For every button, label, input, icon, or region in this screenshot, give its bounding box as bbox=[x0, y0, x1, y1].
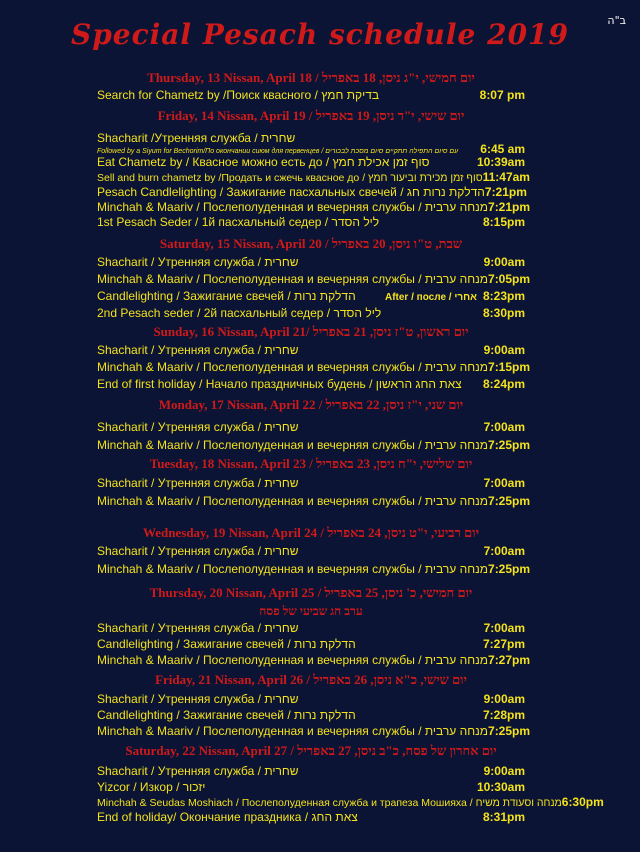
row-time: 7:25pm bbox=[488, 438, 531, 452]
row-label: Shacharit / Утренняя служба / שחרית bbox=[97, 621, 299, 635]
schedule-row bbox=[97, 780, 525, 795]
row-label: Candlelighting / Зажигание свечей / הדלקת נרות bbox=[97, 637, 356, 651]
row-label: Minchah & Maariv / Послеполуденная и вечерняя службы / מנחה ערבית bbox=[97, 438, 489, 452]
row-time: 7:15pm bbox=[488, 360, 531, 374]
row-label: Shacharit / Утренняя служба / שחרית bbox=[97, 343, 299, 357]
schedule-row bbox=[97, 170, 530, 186]
row-time: 7:25pm bbox=[488, 724, 531, 738]
row-label: Shacharit / Утренняя служба / שחרית bbox=[97, 420, 299, 434]
bs-d-mark: ב"ה bbox=[607, 14, 626, 27]
schedule-row bbox=[97, 420, 525, 435]
row-label: Shacharit / Утренняя служба / שחרית bbox=[97, 764, 299, 778]
row-label: End of holiday/ Окончание праздника / צאת החג bbox=[97, 810, 358, 824]
row-time: 8:31pm bbox=[482, 810, 525, 824]
row-time: 7:00am bbox=[483, 621, 525, 635]
schedule-row bbox=[97, 438, 531, 453]
schedule-row bbox=[97, 562, 531, 577]
row-time: 7:00am bbox=[483, 476, 525, 490]
row-label: Eat Chametz by / Квасное можно есть до / סוף זמן אכילת חמץ bbox=[97, 155, 430, 169]
row-label: Pesach Candlelighting / Зажигание пасхальных свечей / הדלקת נרות חג bbox=[97, 185, 485, 199]
day-heading: Friday, 21 Nissan, April 26 / יום שישי, כ"א ניסן, 26 באפריל bbox=[155, 672, 467, 687]
schedule-row bbox=[97, 637, 525, 652]
day-heading: Monday, 17 Nissan, April 22 / יום שני, י"ז ניסן, 22 באפריל bbox=[158, 397, 464, 412]
row-label: Minchah & Maariv / Послеполуденная и вечерняя службы / מנחה ערבית bbox=[97, 494, 489, 508]
day-heading: Tuesday, 18 Nissan, April 23 / יום שלישי, י"ח ניסן, 23 באפריל bbox=[149, 456, 473, 471]
row-time: 7:21pm bbox=[484, 185, 527, 199]
schedule-row bbox=[97, 306, 525, 321]
schedule-row bbox=[97, 215, 525, 230]
schedule-row bbox=[97, 544, 525, 559]
schedule-row bbox=[97, 795, 604, 811]
schedule-row bbox=[97, 272, 531, 287]
row-label: End of first holiday / Начало праздничных будень / צאת החג הראשון bbox=[97, 377, 462, 391]
row-label: Shacharit / Утренняя служба / שחרית bbox=[97, 255, 299, 269]
schedule-row bbox=[97, 621, 525, 636]
day-heading: Thursday, 13 Nissan, April 18 / יום חמישי, י"ג ניסן, 18 באפריל bbox=[147, 70, 475, 85]
row-label: Minchah & Maariv / Послеполуденная и вечерняя службы / מנחה ערבית bbox=[97, 724, 489, 738]
row-time: 7:00am bbox=[483, 420, 525, 434]
row-label: Candlelighting / Зажигание свечей / הדלקת נרות bbox=[97, 289, 356, 303]
schedule-row bbox=[97, 289, 525, 305]
schedule-row bbox=[97, 155, 525, 170]
schedule-row bbox=[97, 88, 525, 103]
schedule-row bbox=[97, 185, 525, 200]
day-subheading: ערב חג שביעי של פסח bbox=[259, 604, 363, 618]
day-heading: Wednesday, 19 Nissan, April 24 / יום רביעי, י"ט ניסן, 24 באפריל bbox=[142, 525, 480, 540]
row-time: 7:25pm bbox=[488, 494, 531, 508]
row-time: 7:00am bbox=[483, 544, 525, 558]
row-time: 6:30pm bbox=[561, 795, 604, 809]
row-label: Followed by a Siyum for Bechorim/По окончании сиюм для первенцев / עם סיום התפילה תתקיים סיום מסכת לבכורים bbox=[97, 148, 459, 155]
day-heading: Saturday, 15 Nissan, April 20 / שבת, ט"ו ניסן, 20 באפריל bbox=[159, 236, 463, 251]
schedule-row bbox=[97, 377, 525, 392]
row-label: Minchah & Seudas Moshiach / Послеполуденная служба и трапеза Мошияха / מנחה וסעודת משיח bbox=[97, 797, 562, 809]
schedule-row bbox=[97, 360, 531, 375]
schedule-row bbox=[97, 343, 525, 358]
day-heading: Friday, 14 Nissan, April 19 / יום שישי, י"ד ניסן, 19 באפריל bbox=[157, 108, 465, 123]
page-title: Special Pesach schedule 2019 bbox=[70, 18, 570, 51]
row-label: Minchah & Maariv / Послеполуденная и вечерняя службы / מנחה ערבית bbox=[97, 360, 489, 374]
row-time: 6:45 am bbox=[480, 142, 525, 156]
row-label: Search for Chametz by /Поиск квасного / בדיקת חמץ bbox=[97, 88, 380, 102]
row-time: 9:00am bbox=[483, 692, 525, 706]
row-time: 7:21pm bbox=[488, 200, 531, 214]
schedule-row bbox=[97, 653, 531, 668]
row-time: 9:00am bbox=[483, 764, 525, 778]
row-time: 7:28pm bbox=[482, 708, 525, 722]
row-label: Minchah & Maariv / Послеполуденная и вечерняя службы / מנחה ערבית bbox=[97, 653, 489, 667]
day-heading: Saturday, 22 Nissan, April 27 / יום אחרון של פסח, כ"ב ניסן, 27 באפריל bbox=[125, 743, 497, 758]
day-heading: Sunday, 16 Nissan, April 21/ יום ראשון, ט"ז ניסן, 21 באפריל bbox=[153, 324, 469, 339]
row-note: After / после / אחרי bbox=[384, 292, 477, 303]
row-label: Minchah & Maariv / Послеполуденная и вечерняя службы / מנחה ערבית bbox=[97, 200, 489, 214]
schedule-row bbox=[97, 810, 525, 825]
row-label: Minchah & Maariv / Послеполуденная и вечерняя службы / מנחה ערבית bbox=[97, 272, 489, 286]
row-label: Shacharit / Утренняя служба / שחרית bbox=[97, 544, 299, 558]
row-time: 8:07 pm bbox=[479, 88, 525, 102]
row-time: 8:30pm bbox=[482, 306, 525, 320]
row-time: 10:30am bbox=[476, 780, 525, 794]
row-label: Yizcor / Изкор / יזכור bbox=[97, 780, 206, 794]
row-time: 7:05pm bbox=[488, 272, 531, 286]
row-label: 2nd Pesach seder / 2й пасхальный седер / ליל הסדר bbox=[97, 306, 382, 320]
row-label: Candlelighting / Зажигание свечей / הדלקת נרות bbox=[97, 708, 356, 722]
row-label: Sell and burn chametz by /Продать и сжечь квасное до / סוף זמן מכירת וביעור חמץ bbox=[97, 172, 483, 184]
schedule-row bbox=[97, 764, 525, 779]
schedule-row bbox=[97, 255, 525, 270]
schedule-row bbox=[97, 476, 525, 491]
row-time: 7:27pm bbox=[482, 637, 525, 651]
schedule-row bbox=[97, 692, 525, 707]
day-heading: Thursday, 20 Nissan, April 25 / יום חמישי, כ' ניסן, 25 באפריל bbox=[149, 585, 473, 600]
row-time: 9:00am bbox=[483, 343, 525, 357]
schedule-row bbox=[97, 708, 525, 723]
row-time: 8:24pm bbox=[482, 377, 525, 391]
schedule-row bbox=[97, 200, 531, 215]
schedule-row bbox=[97, 724, 531, 739]
row-label: Shacharit / Утренняя служба / שחרית bbox=[97, 476, 299, 490]
row-label: Shacharit / Утренняя служба / שחרית bbox=[97, 692, 299, 706]
row-time: 10:39am bbox=[476, 155, 525, 169]
row-time: 11:47am bbox=[482, 170, 530, 184]
row-label: Shacharit /Утренняя служба / שחרית bbox=[97, 131, 296, 145]
row-label: Minchah & Maariv / Послеполуденная и вечерняя службы / מנחה ערבית bbox=[97, 562, 489, 576]
row-time: 7:25pm bbox=[488, 562, 531, 576]
row-time: 8:23pm bbox=[482, 289, 525, 303]
row-time: 9:00am bbox=[483, 255, 525, 269]
row-label: 1st Pesach Seder / 1й пасхальный седер / ליל הסדר bbox=[97, 215, 380, 229]
row-time: 8:15pm bbox=[482, 215, 525, 229]
row-time: 7:27pm bbox=[488, 653, 531, 667]
schedule-row bbox=[97, 494, 531, 509]
